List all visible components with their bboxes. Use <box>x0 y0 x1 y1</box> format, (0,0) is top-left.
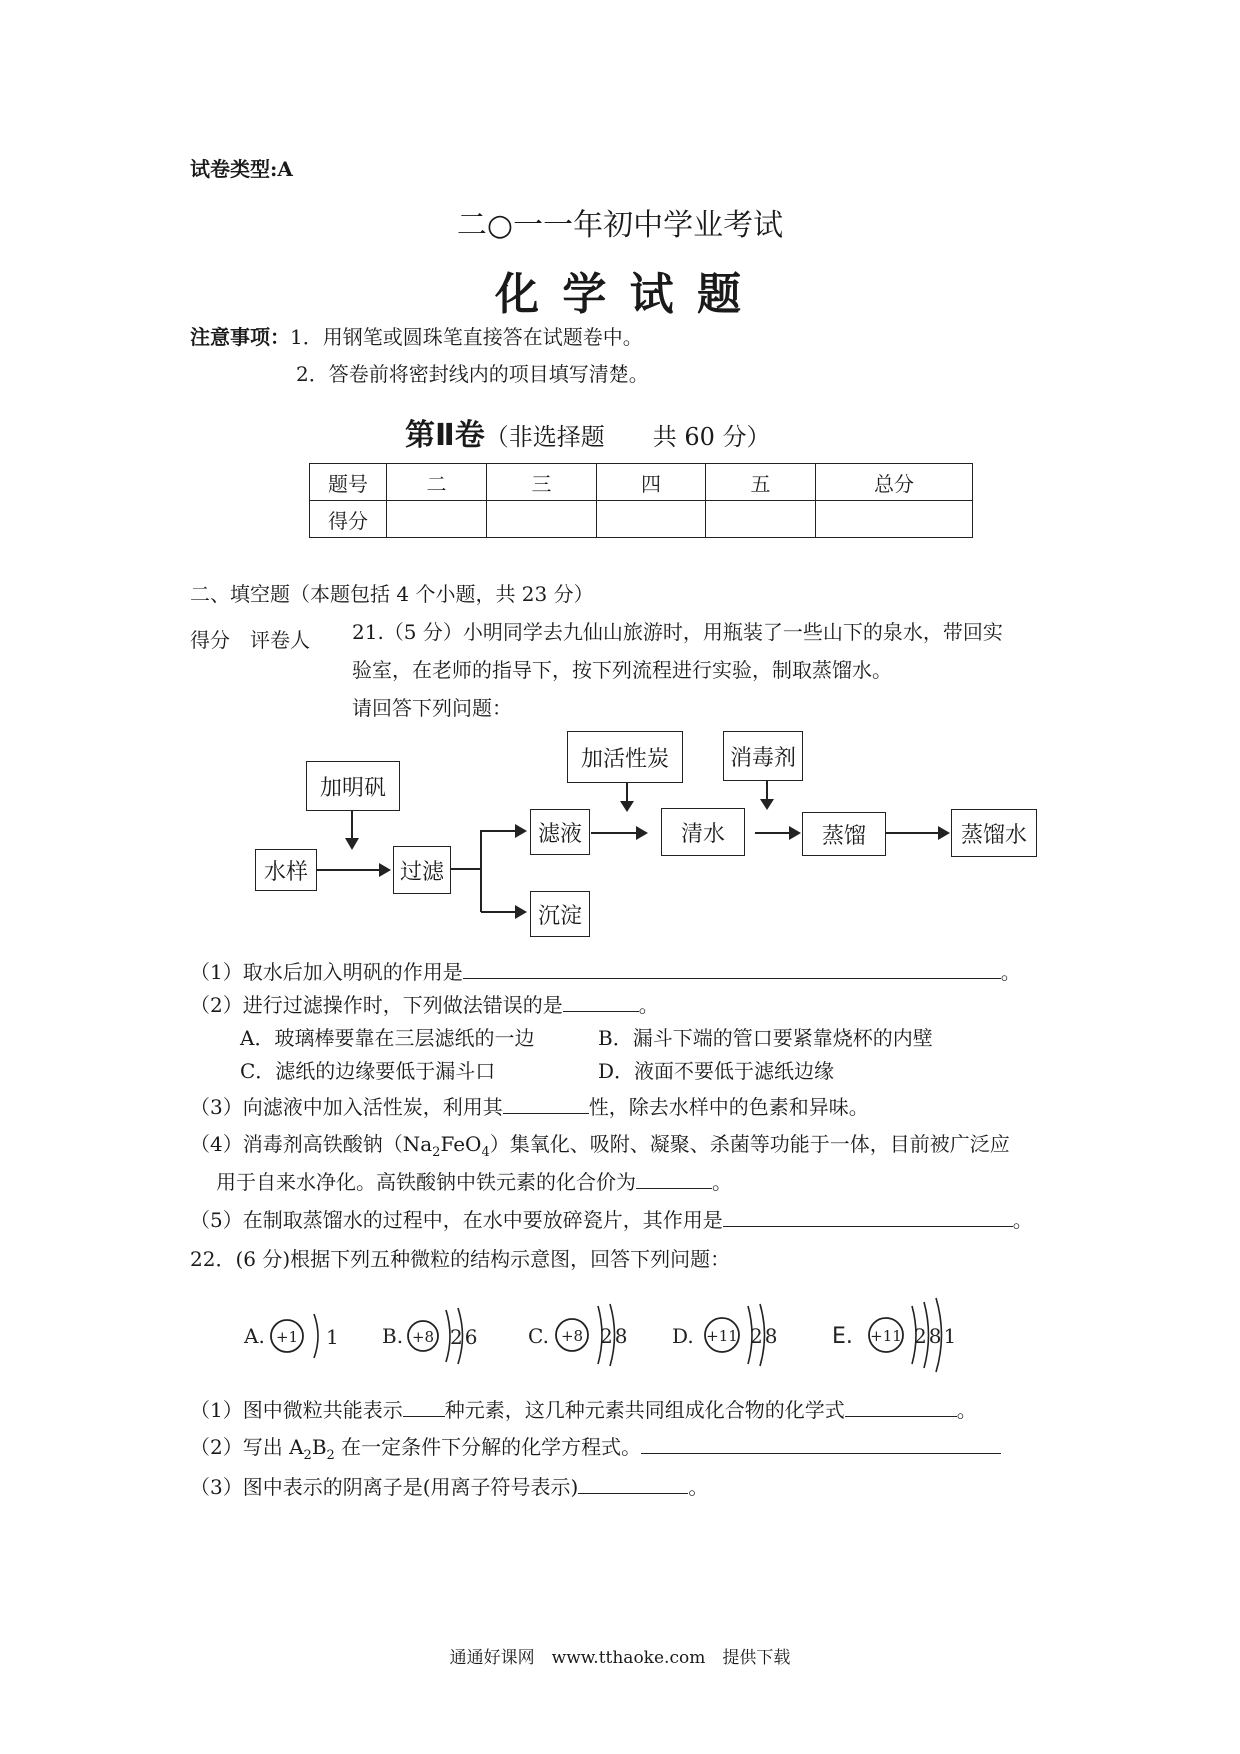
particle-diagrams <box>230 1290 990 1380</box>
answer-blank[interactable] <box>463 958 1001 979</box>
period: 。 <box>1012 1208 1033 1232</box>
q22-part-1 <box>190 1396 977 1424</box>
arrow-head-icon <box>620 801 634 812</box>
q21-intro-1: 21.（5 分）小明同学去九仙山旅游时，用瓶装了一些山下的泉水，带回实 <box>352 620 1003 644</box>
q21-part-5 <box>190 1206 1033 1234</box>
score-table-header: 题号 <box>310 464 387 501</box>
q22-part-1-text: （1）图中微粒共能表示 <box>190 1398 403 1422</box>
q22-part-2-text-end: 在一定条件下分解的化学方程式。 <box>334 1435 642 1459</box>
subscript: 2 <box>326 1448 335 1463</box>
answer-blank[interactable] <box>641 1433 1001 1454</box>
electron-shells: 28 <box>750 1324 780 1348</box>
option-c: C．滤纸的边缘要低于漏斗口 <box>240 1059 496 1083</box>
formula-part: FeO <box>440 1132 482 1156</box>
period: 。 <box>712 1170 732 1194</box>
arrow-head-icon <box>760 799 774 810</box>
subscript: 2 <box>303 1448 312 1463</box>
flow-arrow <box>755 832 791 834</box>
particle-label: A. <box>244 1324 265 1348</box>
q21-part-5-text: （5）在制取蒸馏水的过程中，在水中要放碎瓷片，其作用是 <box>190 1208 723 1232</box>
flow-arrow <box>481 830 515 832</box>
flow-branch <box>451 868 481 870</box>
notes-label: 注意事项： <box>190 325 290 349</box>
q21-part-2-text: （2）进行过滤操作时，下列做法错误的是 <box>190 993 563 1017</box>
flow-arrow <box>351 811 353 841</box>
q21-part-4-text: （4）消毒剂高铁酸钠（Na <box>190 1132 433 1156</box>
nucleus-charge: +8 <box>411 1328 435 1346</box>
paper-type: 试卷类型:A <box>190 157 293 181</box>
q21-part-4-text-end: ）集氧化、吸附、凝聚、杀菌等功能于一体，目前被广泛应 <box>489 1132 1010 1156</box>
volume-heading <box>405 410 771 454</box>
q21-part-3-text-end: 性，除去水样中的色素和异味。 <box>588 1095 869 1119</box>
arrow-head-icon <box>379 863 391 877</box>
option-b: B．漏斗下端的管口要紧靠烧杯的内壁 <box>598 1026 933 1050</box>
arrow-head-icon <box>515 824 527 838</box>
subject-title: 化 学 试 题 <box>495 269 745 320</box>
score-table-header: 五 <box>706 464 816 501</box>
flow-box-distilled-water: 蒸馏水 <box>951 809 1037 857</box>
flow-arrow <box>481 911 515 913</box>
flow-box-carbon: 加活性炭 <box>567 731 683 783</box>
answer-blank[interactable] <box>723 1206 1013 1227</box>
volume-subtitle: （非选择题 共 60 分） <box>484 423 771 451</box>
electron-shells: 26 <box>450 1325 480 1349</box>
flow-box-precipitate: 沉淀 <box>530 891 590 937</box>
shell-arc-icon <box>314 1314 318 1358</box>
nucleus-charge: +11 <box>706 1327 738 1345</box>
flow-box-alum: 加明矾 <box>306 761 400 811</box>
flow-box-sample: 水样 <box>255 849 317 891</box>
q21-part-4-text-line2: 用于自来水净化。高铁酸钠中铁元素的化合价为 <box>216 1170 636 1194</box>
answer-blank[interactable] <box>578 1473 688 1494</box>
score-table-header: 四 <box>597 464 706 501</box>
arrow-head-icon <box>938 826 950 840</box>
subscript: 2 <box>432 1145 441 1160</box>
answer-blank[interactable] <box>636 1168 712 1189</box>
flow-box-disinfectant: 消毒剂 <box>723 731 803 781</box>
particle-label: B. <box>382 1324 404 1348</box>
nucleus-charge: +11 <box>870 1327 902 1345</box>
score-cell[interactable] <box>387 501 487 538</box>
subscript: 4 <box>481 1145 490 1160</box>
formula-part: B <box>311 1435 327 1459</box>
grader-label: 得分 评卷人 <box>190 628 310 652</box>
note-item: 1．用钢笔或圆珠笔直接答在试题卷中。 <box>290 325 643 349</box>
nucleus-charge: +1 <box>275 1328 299 1346</box>
flow-box-distill: 蒸馏 <box>802 812 886 856</box>
exam-title: 二○一一年初中学业考试 <box>456 208 784 243</box>
footer: 通通好课网 www.tthaoke.com 提供下载 <box>449 1648 791 1668</box>
q22-part-3-text: （3）图中表示的阴离子是(用离子符号表示) <box>190 1475 579 1499</box>
note-item: 2．答卷前将密封线内的项目填写清楚。 <box>296 362 649 386</box>
q21-part-2 <box>190 991 659 1019</box>
score-cell[interactable] <box>487 501 597 538</box>
arrow-head-icon <box>345 838 359 850</box>
period: 。 <box>638 993 659 1017</box>
q22-part-2 <box>190 1433 1001 1470</box>
arrow-head-icon <box>789 826 801 840</box>
score-table-header: 三 <box>487 464 597 501</box>
volume-title: 第Ⅱ卷 <box>405 418 485 453</box>
flow-box-filter: 过滤 <box>393 846 451 894</box>
section-title: 二、填空题（本题包括 4 个小题，共 23 分） <box>190 582 594 606</box>
flow-arrow <box>591 832 636 834</box>
particle-label: E. <box>832 1324 853 1349</box>
flow-arrow <box>886 832 938 834</box>
arrow-head-icon <box>636 826 648 840</box>
answer-blank[interactable] <box>563 991 639 1012</box>
q21-part-4-line2 <box>216 1168 732 1196</box>
q21-part-3-text: （3）向滤液中加入活性炭，利用其 <box>190 1095 503 1119</box>
period: 。 <box>1000 960 1021 984</box>
q22-part-2-text: （2）写出 A <box>190 1435 304 1459</box>
q21-intro-2: 验室，在老师的指导下，按下列流程进行实验，制取蒸馏水。 <box>352 658 892 682</box>
q22-intro: 22．(6 分)根据下列五种微粒的结构示意图，回答下列问题： <box>190 1247 731 1271</box>
particle-label: C. <box>528 1324 549 1348</box>
period: 。 <box>956 1398 977 1422</box>
q21-intro-3: 请回答下列问题： <box>352 696 512 720</box>
option-d: D．液面不要低于滤纸边缘 <box>598 1059 835 1083</box>
q21-part-3 <box>190 1093 869 1121</box>
score-cell[interactable] <box>816 501 973 538</box>
flow-arrow <box>766 781 768 801</box>
answer-blank[interactable] <box>503 1093 589 1114</box>
notes-line-1 <box>190 323 643 351</box>
flow-box-clear-water: 清水 <box>661 808 745 856</box>
q21-part-1 <box>190 958 1021 986</box>
q22-part-1-text-mid: 种元素，这几种元素共同组成化合物的化学式 <box>444 1398 845 1422</box>
electron-shells: 28 <box>600 1324 630 1348</box>
electron-shells: 1 <box>326 1325 341 1349</box>
score-cell[interactable] <box>706 501 816 538</box>
answer-blank[interactable] <box>403 1396 445 1417</box>
answer-blank[interactable] <box>845 1396 957 1417</box>
flow-box-filtrate: 滤液 <box>530 809 590 855</box>
q21-part-4 <box>190 1130 1010 1167</box>
flow-branch <box>480 830 482 912</box>
score-cell[interactable] <box>597 501 706 538</box>
particle-label: D. <box>672 1324 694 1348</box>
score-table-header: 总分 <box>816 464 973 501</box>
period: 。 <box>688 1475 709 1499</box>
option-a: A．玻璃棒要靠在三层滤纸的一边 <box>240 1026 535 1050</box>
flow-arrow <box>626 783 628 803</box>
nucleus-charge: +8 <box>560 1327 584 1345</box>
arrow-head-icon <box>515 905 527 919</box>
q21-part-1-text: （1）取水后加入明矾的作用是 <box>190 960 463 984</box>
score-row-label: 得分 <box>310 501 387 538</box>
score-table-header: 二 <box>387 464 487 501</box>
score-table <box>309 463 973 538</box>
electron-shells: 281 <box>914 1324 959 1348</box>
flow-arrow <box>317 869 379 871</box>
q22-part-3 <box>190 1473 708 1501</box>
